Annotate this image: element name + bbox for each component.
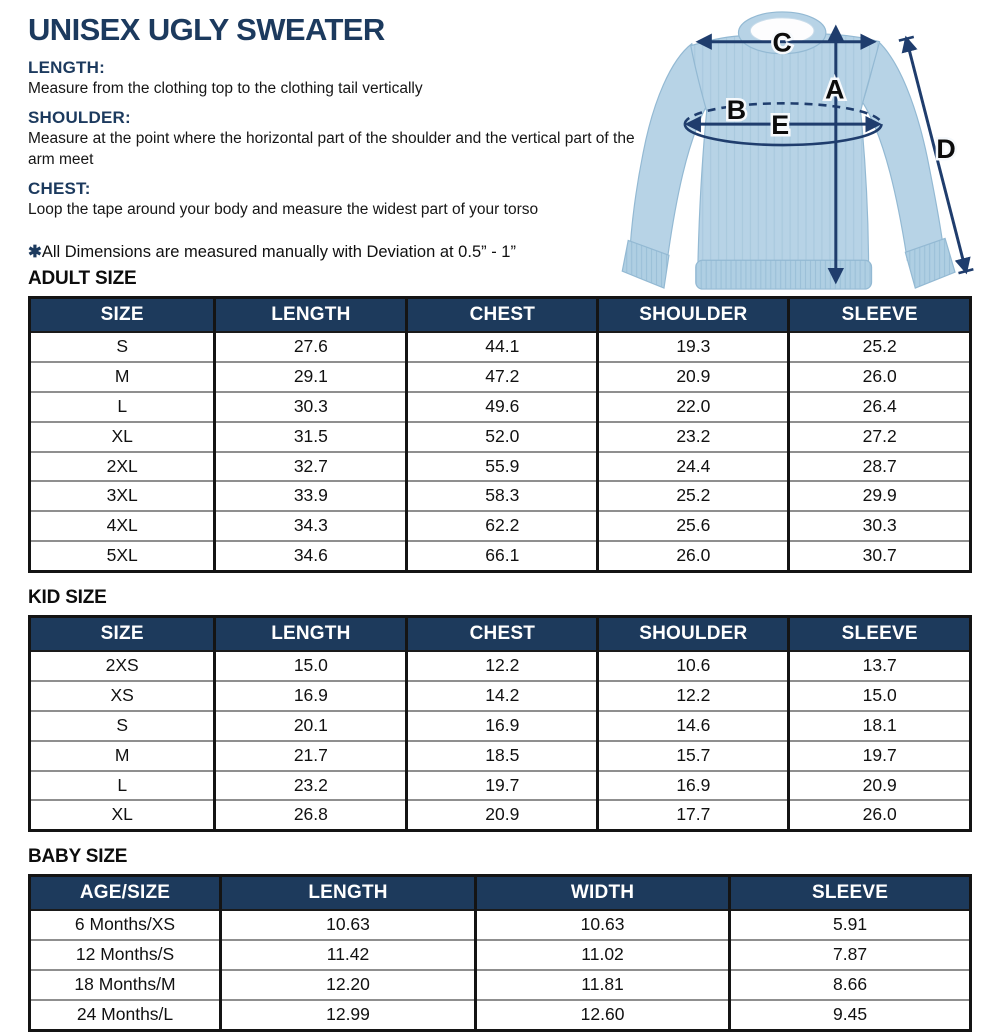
instruction-shoulder — [28, 108, 640, 170]
table-cell: 24.4 — [598, 452, 789, 482]
baby-size-table — [28, 874, 972, 1032]
table-cell: 25.2 — [598, 481, 789, 511]
table-row — [30, 541, 971, 571]
column-header: SHOULDER — [598, 298, 789, 333]
table-cell: 29.9 — [789, 481, 971, 511]
table-cell: 44.1 — [407, 332, 598, 362]
sleeve-tick-top — [899, 37, 914, 41]
table-cell: 30.3 — [215, 392, 407, 422]
table-cell: 2XS — [105, 655, 139, 675]
column-header: SIZE — [30, 617, 215, 652]
marker-a-label: A — [825, 74, 845, 105]
table-row — [30, 452, 971, 482]
instruction-chest-text: Loop the tape around your body and measure the widest part of your torso — [28, 201, 539, 219]
table-cell: 55.9 — [407, 452, 598, 482]
table-row — [30, 481, 971, 511]
column-header: WIDTH — [476, 876, 730, 911]
table-cell: 23.2 — [598, 422, 789, 452]
column-header: SLEEVE — [789, 298, 971, 333]
table-header-row — [30, 298, 971, 333]
table-cell: 20.9 — [598, 362, 789, 392]
table-cell: 10.63 — [221, 910, 476, 940]
adult-size-table — [28, 296, 972, 573]
table-cell: 6 Months/XS — [74, 914, 176, 935]
table-row — [30, 511, 971, 541]
instruction-chest — [28, 179, 640, 220]
table-cell: 18.1 — [789, 711, 971, 741]
table-cell: 11.81 — [476, 970, 730, 1000]
marker-c-label: C — [772, 27, 792, 58]
table-cell: 24 Months/L — [30, 1000, 221, 1030]
table-cell: 20.1 — [215, 711, 407, 741]
table-cell: L — [30, 771, 215, 801]
table-cell: 22.0 — [598, 392, 789, 422]
baby-size-heading: BABY SIZE — [28, 846, 128, 868]
table-cell: 16.9 — [598, 771, 789, 801]
table-cell: 18 Months/M — [30, 970, 221, 1000]
table-cell: 31.5 — [215, 422, 407, 452]
table-cell: 15.0 — [215, 651, 407, 681]
column-header: LENGTH — [221, 876, 476, 911]
marker-e-label: E — [771, 110, 790, 141]
table-cell: 26.8 — [215, 800, 407, 830]
table-cell: M — [30, 362, 215, 392]
table-row — [30, 392, 971, 422]
column-header: CHEST — [407, 617, 598, 652]
table-cell: 26.0 — [789, 362, 971, 392]
table-row — [30, 362, 971, 392]
kid-size-heading: KID SIZE — [28, 587, 107, 608]
column-header: LENGTH — [215, 617, 407, 652]
table-cell: 20.9 — [407, 800, 598, 830]
table-cell: L — [30, 392, 215, 422]
instruction-length-heading: LENGTH: — [28, 58, 105, 77]
table-cell: 10.6 — [598, 651, 789, 681]
table-row — [30, 940, 971, 970]
table-row — [30, 1000, 971, 1030]
table-cell: 7.87 — [730, 940, 971, 970]
table-cell: 12.2 — [598, 681, 789, 711]
table-row — [30, 910, 971, 940]
table-cell: 3XL — [30, 481, 215, 511]
column-header: LENGTH — [215, 298, 407, 333]
table-cell: 34.3 — [215, 511, 407, 541]
table-cell: 11.42 — [221, 940, 476, 970]
table-cell: 34.6 — [215, 541, 407, 571]
table-cell: 9.45 — [730, 1000, 971, 1030]
table-cell: 30.3 — [789, 511, 971, 541]
table-cell: 14.2 — [407, 681, 598, 711]
table-cell: S — [116, 336, 129, 356]
table-cell: 62.2 — [407, 511, 598, 541]
table-cell: 28.7 — [789, 452, 971, 482]
table-cell: 12.20 — [221, 970, 476, 1000]
column-header: SIZE — [30, 298, 215, 333]
table-cell: 8.66 — [730, 970, 971, 1000]
table-row — [30, 771, 971, 801]
table-row — [30, 651, 971, 681]
table-cell: 29.1 — [215, 362, 407, 392]
asterisk-icon: ✱ — [28, 242, 42, 261]
deviation-note — [28, 242, 640, 262]
table-cell: 17.7 — [598, 800, 789, 830]
table-cell: 12.99 — [221, 1000, 476, 1030]
deviation-note-text: All Dimensions are measured manually with Deviation at 0.5” - 1” — [41, 242, 516, 261]
table-cell: 12.60 — [476, 1000, 730, 1030]
table-cell: 66.1 — [407, 541, 598, 571]
marker-d-label: D — [936, 133, 956, 164]
table-cell: 47.2 — [407, 362, 598, 392]
table-row — [30, 970, 971, 1000]
table-cell: S — [30, 711, 215, 741]
table-cell: 27.6 — [215, 332, 407, 362]
kid-size-table — [28, 615, 972, 832]
table-cell: 15.0 — [789, 681, 971, 711]
table-cell: 10.63 — [476, 910, 730, 940]
table-cell: 12 Months/S — [30, 940, 221, 970]
table-cell: 15.7 — [598, 741, 789, 771]
table-row — [30, 800, 971, 830]
table-cell: 4XL — [30, 511, 215, 541]
table-cell: 2XL — [30, 452, 215, 482]
table-cell: 21.7 — [215, 741, 407, 771]
table-row — [30, 711, 971, 741]
column-header: SLEEVE — [789, 617, 971, 652]
table-cell: 13.7 — [789, 651, 971, 681]
table-cell: 12.2 — [407, 651, 598, 681]
column-header: SHOULDER — [598, 617, 789, 652]
table-header-row — [30, 876, 971, 911]
table-cell: 5XL — [30, 541, 215, 571]
table-row — [30, 681, 971, 711]
table-row — [30, 741, 971, 771]
adult-size-heading: ADULT SIZE — [28, 268, 137, 289]
sweater-torso — [691, 34, 880, 272]
table-cell: 16.9 — [215, 681, 407, 711]
table-row — [30, 332, 971, 362]
table-cell: 19.7 — [407, 771, 598, 801]
table-cell: 26.0 — [789, 800, 971, 830]
table-cell: 23.2 — [215, 771, 407, 801]
table-cell: 5.91 — [730, 910, 971, 940]
table-cell: 49.6 — [407, 392, 598, 422]
instruction-length-text: Measure from the clothing top to the clothing tail vertically — [28, 80, 423, 97]
table-cell: 11.02 — [476, 940, 730, 970]
table-cell: 26.4 — [789, 392, 971, 422]
table-cell: 33.9 — [215, 481, 407, 511]
table-cell: 32.7 — [215, 452, 407, 482]
table-cell: M — [30, 741, 215, 771]
table-cell: 20.9 — [789, 771, 971, 801]
marker-b-label: B — [726, 95, 747, 126]
table-cell: 58.3 — [407, 481, 598, 511]
table-cell: XL — [30, 422, 215, 452]
instruction-shoulder-heading: SHOULDER: — [28, 108, 131, 128]
table-header-row — [30, 617, 971, 652]
table-cell: XL — [30, 800, 215, 830]
table-cell: 25.6 — [598, 511, 789, 541]
page-title: UNISEX UGLY SWEATER — [28, 12, 385, 47]
table-cell: 25.2 — [789, 332, 971, 362]
instruction-shoulder-text: Measure at the point where the horizontal part of the shoulder and the vertical part of the arm meet — [28, 130, 635, 168]
hero-copy — [28, 12, 640, 262]
table-cell: 19.3 — [598, 332, 789, 362]
table-row — [30, 422, 971, 452]
table-cell: 19.7 — [789, 741, 971, 771]
table-cell: 18.5 — [407, 741, 598, 771]
table-cell: 16.9 — [407, 711, 598, 741]
instruction-length — [28, 58, 640, 99]
table-cell: XS — [30, 681, 215, 711]
column-header: AGE/SIZE — [30, 876, 221, 911]
table-cell: 26.0 — [598, 541, 789, 571]
column-header: SLEEVE — [730, 876, 971, 911]
table-cell: 14.6 — [598, 711, 789, 741]
table-cell: 52.0 — [407, 422, 598, 452]
column-header: CHEST — [407, 298, 598, 333]
table-cell: 27.2 — [789, 422, 971, 452]
instruction-chest-heading: CHEST: — [28, 179, 91, 199]
sweater-measurement-diagram — [618, 2, 998, 298]
table-cell: 30.7 — [789, 541, 971, 571]
size-tables — [28, 268, 972, 1032]
